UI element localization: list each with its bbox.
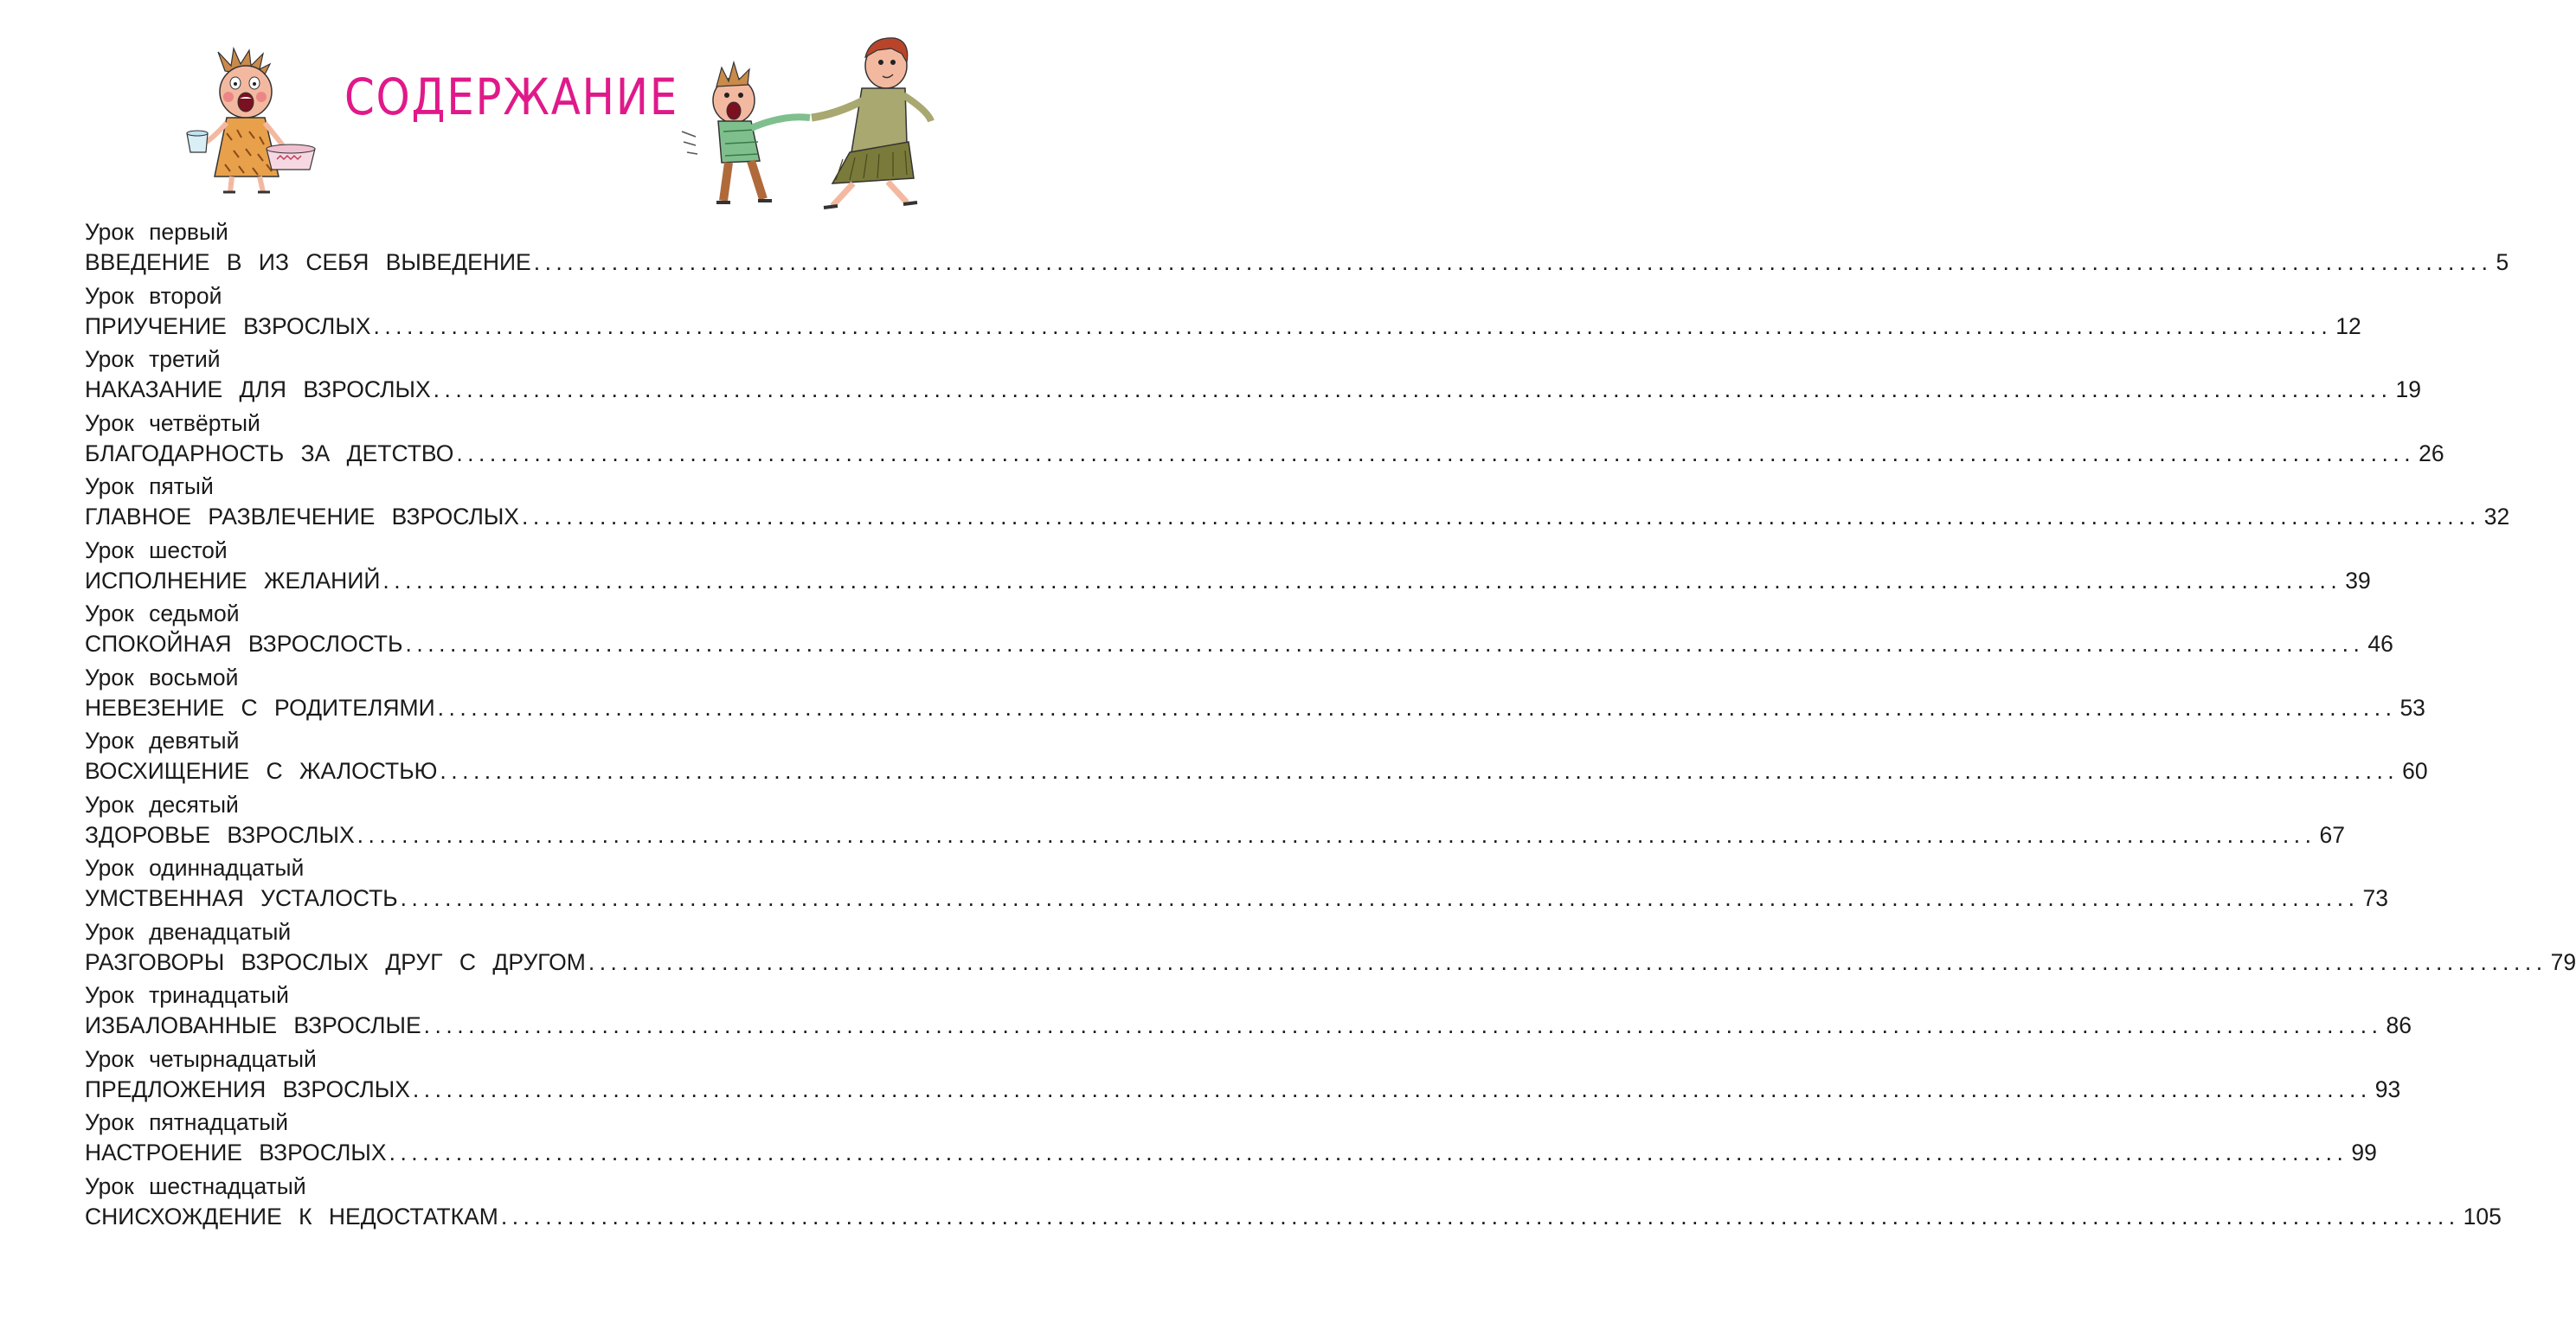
page-number: 46 [2367, 631, 2393, 657]
chapter-title: НЕВЕЗЕНИЕ С РОДИТЕЛЯМИ [85, 694, 435, 721]
dot-leader: ................................................................................................................................................................................ [357, 821, 2316, 848]
toc-entry[interactable] [85, 281, 2361, 345]
dot-leader: ................................................................................................................................................................................ [373, 312, 2333, 339]
dot-leader: ................................................................................................................................................................................ [533, 249, 2493, 275]
toc-entry[interactable] [85, 217, 2509, 281]
dot-leader: ................................................................................................................................................................................ [521, 504, 2481, 530]
page-header [0, 0, 1038, 216]
toc-entry[interactable] [85, 1044, 2401, 1108]
dot-leader: ................................................................................................................................................................................ [423, 1012, 2383, 1038]
toc-entry[interactable] [85, 917, 2576, 981]
toc-entry[interactable] [85, 536, 2371, 600]
dot-leader: ................................................................................................................................................................................ [440, 758, 2399, 784]
dot-leader: ................................................................................................................................................................................ [437, 694, 2397, 721]
page-number: 5 [2496, 249, 2509, 275]
toc-entry[interactable] [85, 599, 2393, 663]
page-number: 39 [2345, 567, 2371, 594]
page-number: 73 [2362, 885, 2388, 911]
chapter-title: СПОКОЙНАЯ ВЗРОСЛОСТЬ [85, 631, 403, 657]
chapter-row [85, 820, 2345, 850]
dot-leader: ................................................................................................................................................................................ [456, 440, 2416, 466]
dot-leader: ................................................................................................................................................................................ [405, 631, 2365, 657]
dot-leader: ................................................................................................................................................................................ [500, 1203, 2460, 1230]
chapter-row [85, 311, 2361, 341]
dot-leader: ................................................................................................................................................................................ [382, 567, 2342, 594]
lesson-label: Урок первый [85, 219, 228, 245]
lesson-label: Урок четырнадцатый [85, 1045, 317, 1072]
dot-leader: ................................................................................................................................................................................ [412, 1076, 2372, 1102]
chapter-title: ИСПОЛНЕНИЕ ЖЕЛАНИЙ [85, 567, 381, 594]
dot-leader: ................................................................................................................................................................................ [400, 885, 2360, 911]
lesson-label: Урок второй [85, 282, 222, 309]
lesson-label: Урок четвёртый [85, 409, 260, 436]
lesson-label: Урок седьмой [85, 600, 240, 626]
page-number: 60 [2402, 758, 2428, 784]
lesson-label: Урок восьмой [85, 664, 239, 690]
page-number: 19 [2395, 376, 2421, 402]
lesson-label: Урок тринадцатый [85, 982, 289, 1008]
chapter-row [85, 247, 2509, 277]
toc-entry[interactable] [85, 853, 2388, 917]
lesson-label: Урок десятый [85, 791, 239, 818]
toc-entry[interactable] [85, 790, 2345, 854]
page-title: СОДЕРЖАНИЕ [344, 67, 679, 126]
chapter-row [85, 629, 2393, 658]
chapter-row [85, 1075, 2401, 1104]
lesson-label: Урок шестнадцатый [85, 1172, 306, 1199]
woman-dragging-boy-illustration [680, 31, 940, 213]
lesson-label: Урок двенадцатый [85, 918, 292, 945]
lesson-label: Урок третий [85, 346, 221, 372]
chapter-title: СНИСХОЖДЕНИЕ К НЕДОСТАТКАМ [85, 1203, 498, 1230]
page-number: 79 [2550, 948, 2576, 975]
lesson-label: Урок девятый [85, 728, 240, 754]
page-number: 105 [2463, 1203, 2502, 1230]
chapter-title: РАЗГОВОРЫ ВЗРОСЛЫХ ДРУГ С ДРУГОМ [85, 948, 586, 975]
toc-entry[interactable] [85, 1172, 2502, 1236]
chapter-title: ГЛАВНОЕ РАЗВЛЕЧЕНИЕ ВЗРОСЛЫХ [85, 504, 519, 530]
chapter-row [85, 947, 2576, 977]
lesson-label: Урок пятый [85, 473, 214, 499]
crying-child-illustration [183, 47, 322, 198]
dot-leader: ................................................................................................................................................................................ [389, 1140, 2348, 1165]
dot-leader: ................................................................................................................................................................................ [433, 376, 2393, 402]
page-number: 86 [2386, 1012, 2412, 1038]
toc-entry[interactable] [85, 408, 2444, 472]
dot-leader: ................................................................................................................................................................................ [588, 948, 2547, 975]
page-number: 26 [2419, 440, 2444, 466]
lesson-label: Урок пятнадцатый [85, 1109, 289, 1135]
chapter-row [85, 375, 2421, 404]
chapter-row [85, 1138, 2377, 1167]
chapter-title: НАКАЗАНИЕ ДЛЯ ВЗРОСЛЫХ [85, 376, 431, 402]
chapter-title: БЛАГОДАРНОСТЬ ЗА ДЕТСТВО [85, 440, 454, 466]
toc-entry[interactable] [85, 663, 2425, 727]
chapter-row [85, 693, 2425, 722]
page-number: 53 [2399, 694, 2425, 721]
chapter-title: ПРЕДЛОЖЕНИЯ ВЗРОСЛЫХ [85, 1076, 410, 1102]
page-number: 99 [2351, 1140, 2377, 1165]
chapter-title: ЗДОРОВЬЕ ВЗРОСЛЫХ [85, 821, 355, 848]
page-number: 12 [2335, 312, 2361, 339]
lesson-label: Урок одиннадцатый [85, 855, 305, 881]
chapter-row [85, 566, 2371, 595]
chapter-title: ПРИУЧЕНИЕ ВЗРОСЛЫХ [85, 312, 371, 339]
chapter-row [85, 883, 2388, 913]
lesson-label: Урок шестой [85, 536, 228, 563]
page-number: 93 [2374, 1076, 2401, 1102]
chapter-row [85, 502, 2510, 531]
chapter-title: НАСТРОЕНИЕ ВЗРОСЛЫХ [85, 1140, 387, 1165]
chapter-title: УМСТВЕННАЯ УСТАЛОСТЬ [85, 885, 398, 911]
toc-entry[interactable] [85, 1108, 2377, 1172]
page-number: 67 [2319, 821, 2345, 848]
toc-entry[interactable] [85, 344, 2421, 408]
toc-entry[interactable] [85, 726, 2428, 790]
chapter-row [85, 439, 2444, 468]
toc-entry[interactable] [85, 980, 2412, 1044]
chapter-title: ВВЕДЕНИЕ В ИЗ СЕБЯ ВЫВЕДЕНИЕ [85, 249, 531, 275]
chapter-row [85, 1202, 2502, 1231]
chapter-title: ИЗБАЛОВАННЫЕ ВЗРОСЛЫЕ [85, 1012, 421, 1038]
chapter-title: ВОСХИЩЕНИЕ С ЖАЛОСТЬЮ [85, 758, 438, 784]
chapter-row [85, 756, 2428, 786]
chapter-row [85, 1011, 2412, 1040]
table-of-contents [85, 217, 2576, 1235]
toc-entry[interactable] [85, 472, 2510, 536]
page-number: 32 [2483, 504, 2510, 530]
